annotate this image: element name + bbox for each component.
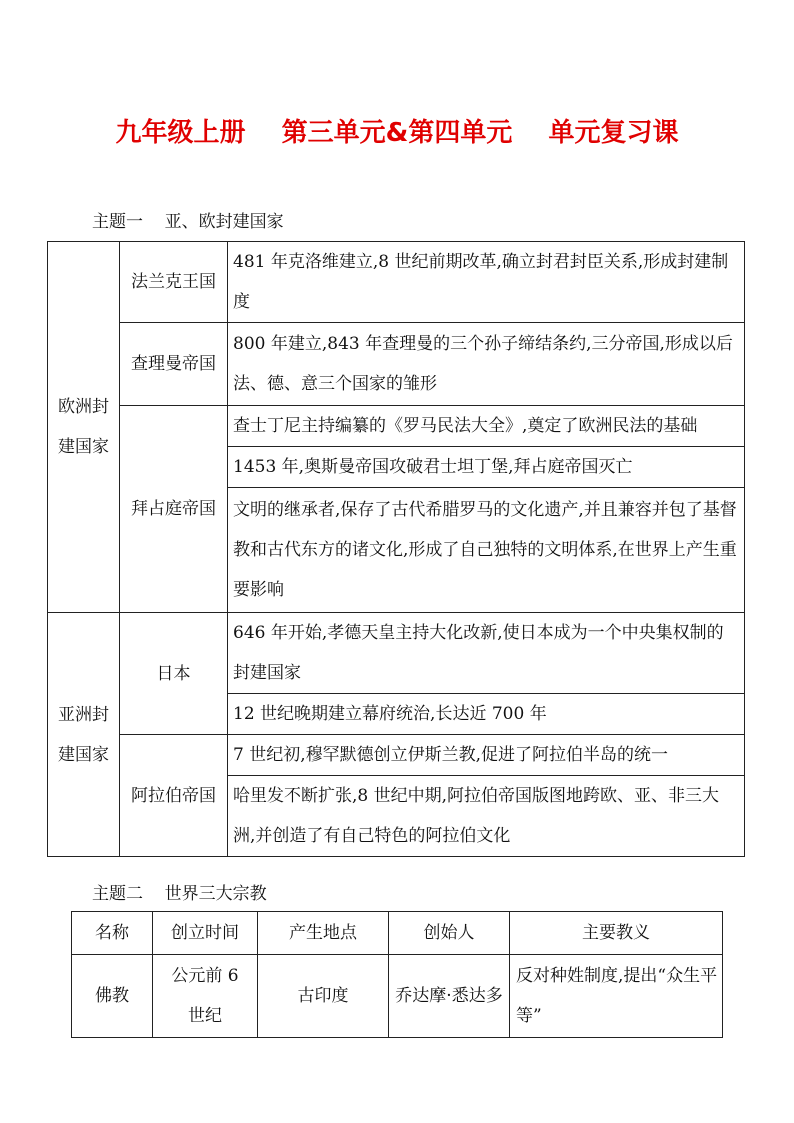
religions-table (71, 911, 723, 1038)
header-main-doctrine: 主要教义 (510, 912, 723, 955)
country-arab: 阿拉伯帝国 (120, 735, 228, 857)
table-header-row (72, 912, 723, 955)
topic-two-heading: 主题二 世界三大宗教 (92, 884, 267, 904)
japan-description-1: 646 年开始,孝德天皇主持大化改新,使日本成为一个中央集权制的封建国家 (228, 613, 745, 694)
header-place-of-origin: 产生地点 (258, 912, 389, 955)
byzantine-description-1: 查士丁尼主持编纂的《罗马民法大全》,奠定了欧洲民法的基础 (228, 406, 745, 447)
feudal-states-table (47, 241, 745, 857)
religion-name: 佛教 (72, 955, 153, 1038)
header-name: 名称 (72, 912, 153, 955)
religion-founder: 乔达摩·悉达多 (389, 955, 510, 1038)
religion-founding-time: 公元前 6 世纪 (153, 955, 258, 1038)
country-charlemagne: 查理曼帝国 (120, 323, 228, 406)
europe-region-cell: 欧洲封建国家 (48, 242, 120, 613)
header-founding-time: 创立时间 (153, 912, 258, 955)
table-row (48, 323, 745, 406)
charlemagne-description: 800 年建立,843 年查理曼的三个孙子缔结条约,三分帝国,形成以后法、德、意三个国家的雏形 (228, 323, 745, 406)
table-row (48, 242, 745, 323)
country-japan: 日本 (120, 613, 228, 735)
asia-region-cell: 亚洲封建国家 (48, 613, 120, 857)
religion-place: 古印度 (258, 955, 389, 1038)
arab-description-2: 哈里发不断扩张,8 世纪中期,阿拉伯帝国版图地跨欧、亚、非三大洲,并创造了有自己特色的阿拉伯文化 (228, 776, 745, 857)
table-row (48, 735, 745, 776)
table-row (48, 406, 745, 447)
frank-description: 481 年克洛维建立,8 世纪前期改革,确立封君封臣关系,形成封建制度 (228, 242, 745, 323)
japan-description-2: 12 世纪晚期建立幕府统治,长达近 700 年 (228, 694, 745, 735)
country-byzantine: 拜占庭帝国 (120, 406, 228, 613)
religion-doctrine: 反对种姓制度,提出“众生平等” (510, 955, 723, 1038)
country-frank: 法兰克王国 (120, 242, 228, 323)
byzantine-description-2: 1453 年,奥斯曼帝国攻破君士坦丁堡,拜占庭帝国灭亡 (228, 447, 745, 488)
header-founder: 创始人 (389, 912, 510, 955)
arab-description-1: 7 世纪初,穆罕默德创立伊斯兰教,促进了阿拉伯半岛的统一 (228, 735, 745, 776)
table-row (48, 613, 745, 694)
byzantine-description-3: 文明的继承者,保存了古代希腊罗马的文化遗产,并且兼容并包了基督教和古代东方的诸文化,形成了自己独特的文明体系,在世界上产生重要影响 (228, 488, 745, 613)
table-row (72, 955, 723, 1038)
topic-one-heading: 主题一 亚、欧封建国家 (92, 212, 284, 232)
page-title: 九年级上册 第三单元&第四单元 单元复习课 (115, 118, 679, 148)
